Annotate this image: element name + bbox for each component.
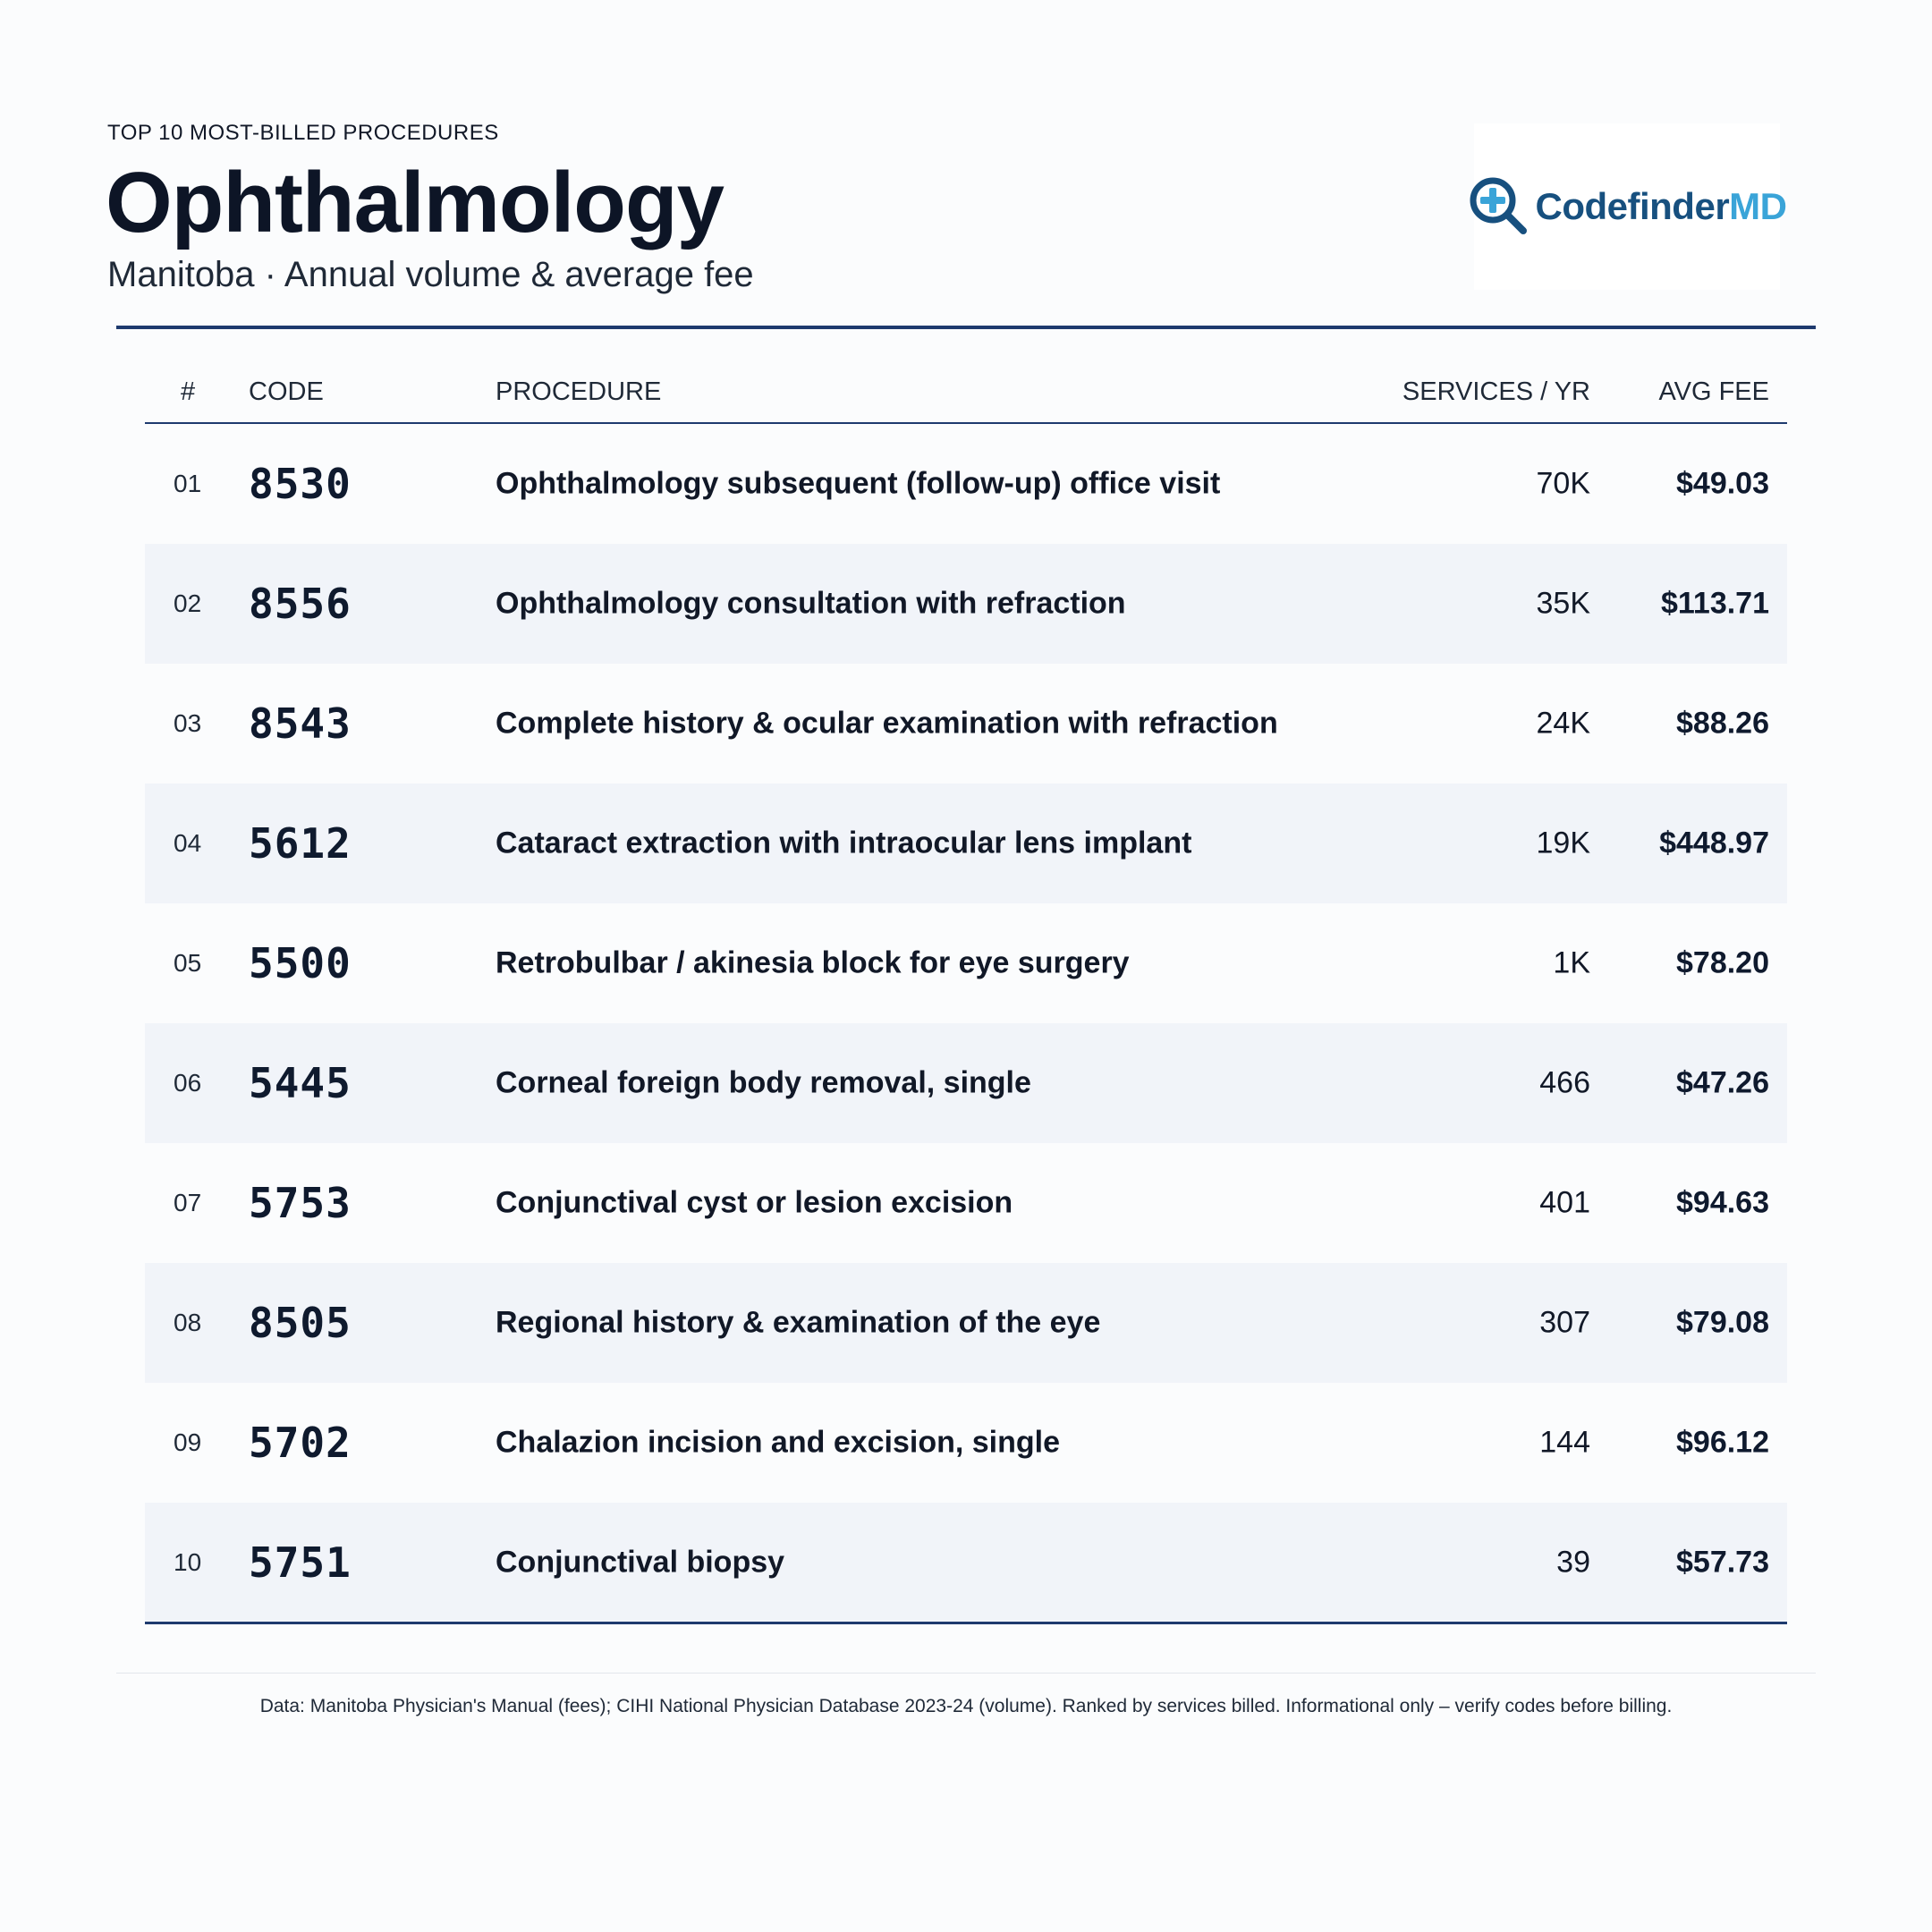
row-rank: 03 [174, 709, 202, 737]
table-row [145, 544, 1787, 664]
brand-logo [1474, 123, 1787, 290]
row-procedure: Ophthalmology consultation with refraction [496, 586, 1126, 621]
row-services: 466 [1539, 1065, 1590, 1100]
row-fee: $96.12 [1676, 1425, 1769, 1460]
table-row [145, 1143, 1787, 1263]
row-fee: $78.20 [1676, 945, 1769, 980]
row-code: 8530 [249, 460, 352, 508]
row-rank: 10 [174, 1548, 202, 1576]
table-row [145, 664, 1787, 784]
row-fee: $113.71 [1660, 586, 1769, 621]
row-fee: $94.63 [1676, 1185, 1769, 1220]
row-services: 70K [1536, 466, 1590, 501]
table-row [145, 784, 1787, 903]
row-services: 144 [1539, 1425, 1590, 1460]
row-services: 39 [1556, 1545, 1590, 1580]
row-code: 5612 [249, 819, 352, 868]
row-procedure: Corneal foreign body removal, single [496, 1065, 1031, 1100]
brand-name-part1: Codefinder [1535, 185, 1730, 227]
procedures-table [145, 358, 1787, 1623]
source-footnote: Data: Manitoba Physician's Manual (fees); CIHI National Physician Database 2023-24 (volume). Ranked by services billed. Informational only – verify codes before billing. [259, 1696, 1673, 1716]
page-subtitle: Manitoba · Annual volume & average fee [107, 255, 754, 294]
table-bottom-divider [145, 1622, 1787, 1624]
footer-divider [116, 1673, 1816, 1674]
row-services: 24K [1536, 706, 1590, 741]
row-rank: 01 [174, 470, 202, 497]
row-services: 35K [1536, 586, 1590, 621]
header-divider [116, 326, 1816, 329]
table-row [145, 424, 1787, 544]
row-rank: 05 [174, 949, 202, 977]
row-fee: $448.97 [1659, 826, 1769, 860]
row-fee: $57.73 [1676, 1545, 1769, 1580]
table-header [145, 358, 1787, 424]
table-row [145, 1023, 1787, 1143]
page-title: Ophthalmology [106, 155, 724, 250]
row-rank: 04 [174, 829, 202, 857]
row-code: 8543 [249, 699, 352, 748]
magnifier-plus-icon [1468, 175, 1530, 238]
row-rank: 09 [174, 1428, 202, 1456]
row-code: 8556 [249, 580, 352, 628]
row-code: 5500 [249, 939, 352, 987]
row-services: 401 [1539, 1185, 1590, 1220]
row-procedure: Retrobulbar / akinesia block for eye surgery [496, 945, 1130, 980]
table-row [145, 903, 1787, 1023]
row-code: 5702 [249, 1419, 352, 1467]
row-services: 1K [1553, 945, 1590, 980]
column-header-rank: # [181, 377, 196, 406]
column-header-procedure: PROCEDURE [496, 377, 662, 406]
row-procedure: Complete history & ocular examination with refraction [496, 706, 1278, 741]
row-rank: 06 [174, 1069, 202, 1097]
row-procedure: Conjunctival cyst or lesion excision [496, 1185, 1013, 1220]
row-code: 5753 [249, 1179, 352, 1227]
eyebrow-label: TOP 10 MOST-BILLED PROCEDURES [107, 121, 499, 145]
row-code: 5445 [249, 1059, 352, 1107]
row-code: 8505 [249, 1299, 352, 1347]
row-procedure: Chalazion incision and excision, single [496, 1425, 1061, 1460]
row-rank: 02 [174, 589, 202, 617]
row-rank: 07 [174, 1189, 202, 1216]
row-code: 5751 [249, 1538, 352, 1587]
column-header-fee: AVG FEE [1658, 377, 1769, 406]
row-fee: $79.08 [1676, 1305, 1769, 1340]
row-procedure: Conjunctival biopsy [496, 1545, 785, 1580]
row-fee: $47.26 [1676, 1065, 1769, 1100]
row-procedure: Cataract extraction with intraocular lens implant [496, 826, 1192, 860]
row-services: 19K [1536, 826, 1590, 860]
row-procedure: Ophthalmology subsequent (follow-up) office visit [496, 466, 1221, 501]
row-procedure: Regional history & examination of the eye [496, 1305, 1101, 1340]
column-header-code: CODE [249, 377, 324, 406]
row-services: 307 [1539, 1305, 1590, 1340]
column-header-services: SERVICES / YR [1402, 377, 1590, 406]
table-row [145, 1263, 1787, 1383]
brand-name [1536, 185, 1787, 228]
row-fee: $88.26 [1676, 706, 1769, 741]
row-rank: 08 [174, 1309, 202, 1336]
table-row [145, 1383, 1787, 1503]
row-fee: $49.03 [1676, 466, 1769, 501]
table-row [145, 1503, 1787, 1623]
brand-name-part2: MD [1729, 185, 1787, 227]
